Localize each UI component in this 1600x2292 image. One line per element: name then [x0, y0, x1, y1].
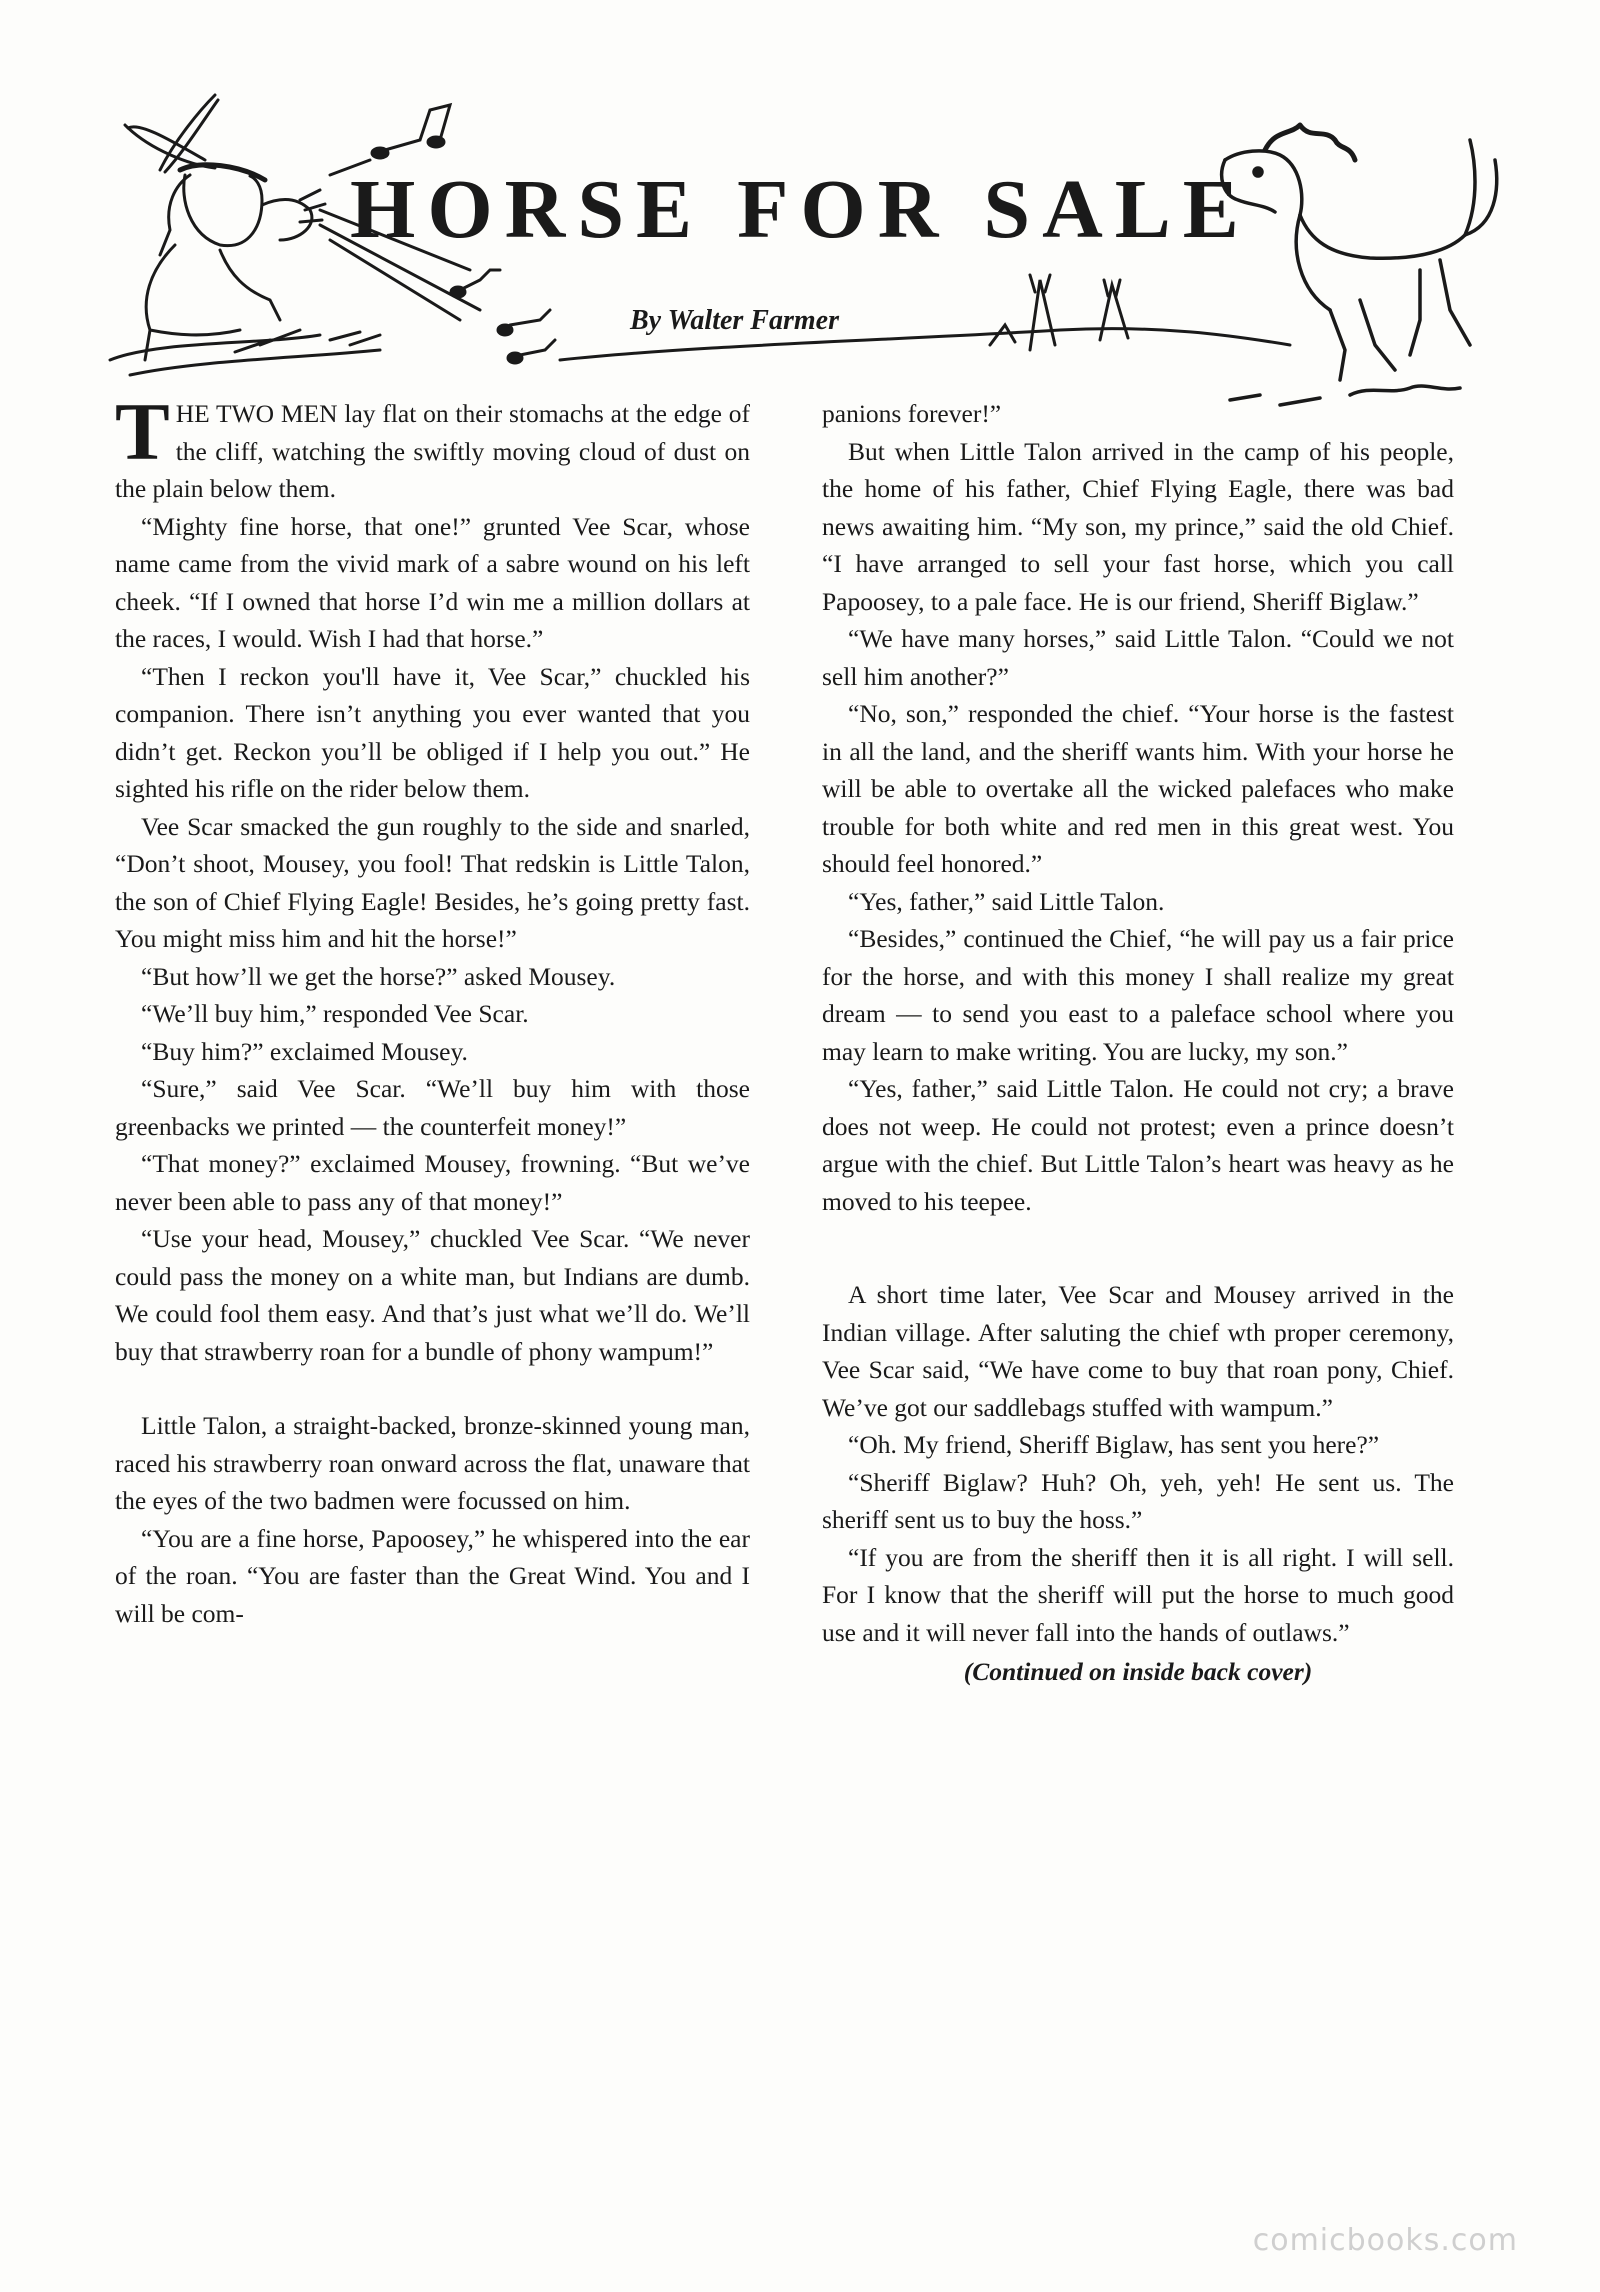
story-paragraph: “Oh. My friend, Sheriff Biglaw, has sent you here?”	[848, 1430, 1380, 1459]
story-column-left	[115, 386, 750, 1632]
story-paragraph: “Mighty fine horse, that one!” grunted Vee Scar, whose name came from the vivid mark of a sabre wound on his left cheek. “If I owned that horse I’d win me a million dollars at the races, I would. Wish I had that horse.”	[115, 511, 750, 653]
site-watermark: comicbooks.com	[1252, 2223, 1518, 2258]
story-paragraph: panions forever!”	[822, 399, 1002, 428]
story-paragraph: “But how’ll we get the horse?” asked Mousey.	[141, 961, 616, 991]
story-paragraph: But when Little Talon arrived in the camp of his people, the home of his father, Chief Flying Eagle, there was bad news awaiting him. “My son, my prince,” said the old Chief. “I have arranged to sell your fast horse, which you call Papoosey, to a pale face. He is our friend, Sheriff Biglaw.”	[822, 436, 1454, 616]
story-paragraph: “No, son,” responded the chief. “Your horse is the fastest in all the land, and the sheriff wants him. With your horse he will be able to overtake all the wicked palefaces who make trouble for both white and red men in this great west. You should feel honored.”	[822, 699, 1454, 878]
story-paragraph: “Then I reckon you'll have it, Vee Scar,” chuckled his companion. There isn’t anything you ever wanted that you didn’t get. Reckon you’ll be obliged if I help you out.” He sighted his rifle on the rider below them.	[115, 661, 750, 803]
story-paragraph: “Yes, father,” said Little Talon. He could not cry; a brave does not weep. He could not protest; even a prince doesn’t argue with the chief. But Little Talon’s heart was heavy as he moved to his teepee.	[822, 1074, 1454, 1216]
story-paragraph: “Sheriff Biglaw? Huh? Oh, yeh, yeh! He sent us. The sheriff sent us to buy the hoss.”	[822, 1467, 1454, 1534]
story-paragraph: “Use your head, Mousey,” chuckled Vee Scar. “We never could pass the money on a white man, but Indians are dumb. We could fool them easy. And that’s just what we’ll do. We’ll buy that strawberry roan for a bundle of phony wampum!”	[115, 1224, 750, 1366]
story-paragraph: “If you are from the sheriff then it is all right. I will sell. For I know that the sheriff will put the horse to much good use and it will never fall into the hands of outlaws.”	[822, 1542, 1454, 1647]
author-byline: By Walter Farmer	[630, 305, 839, 336]
story-paragraph: “Sure,” said Vee Scar. “We’ll buy him with those greenbacks we printed — the counterfeit money!”	[115, 1074, 750, 1141]
continued-note: (Continued on inside back cover)	[963, 1657, 1313, 1686]
story-paragraph: “We have many horses,” said Little Talon. “Could we not sell him another?”	[822, 624, 1454, 691]
story-paragraph: “You are a fine horse, Papoosey,” he whispered into the ear of the roan. “You are faster than the Great Wind. You and I will be com-	[115, 1523, 750, 1628]
story-title: HORSE FOR SALE	[350, 163, 1251, 256]
story-paragraph: “Besides,” continued the Chief, “he will pay us a fair price for the horse, and with this money I shall realize my great dream — to send you east to a paleface school where you may learn to make writing. You are lucky, my son.”	[822, 924, 1454, 1066]
story-paragraph: “Yes, father,” said Little Talon.	[848, 886, 1165, 916]
story-paragraph: Vee Scar smacked the gun roughly to the side and snarled, “Don’t shoot, Mousey, you fool! That redskin is Little Talon, the son of Chief Flying Eagle! Besides, he’s going pretty fast. You might miss him and hit the horse!”	[115, 811, 750, 953]
story-column-right	[822, 395, 1454, 1691]
story-paragraph: A short time later, Vee Scar and Mousey arrived in the Indian village. After saluting the chief wth proper ceremony, Vee Scar said, “We have come to buy that roan pony, Chief. We’ve got our saddlebags stuffed with wampum.”	[822, 1280, 1454, 1422]
wild-horse-illustration	[1222, 125, 1497, 405]
story-paragraph: “That money?” exclaimed Mousey, frowning. “But we’ve never been able to pass any of that money!”	[115, 1149, 750, 1216]
drop-cap: T	[115, 386, 170, 477]
story-paragraph-text: HE TWO MEN lay flat on their stomachs at the edge of the cliff, watching the swiftly moving cloud of dust on the plain below them.	[115, 399, 750, 503]
story-paragraph: Little Talon, a straight-backed, bronze-skinned young man, raced his strawberry roan onward across the flat, unaware that the eyes of the two badmen were focussed on him.	[115, 1411, 750, 1515]
story-paragraph: “We’ll buy him,” responded Vee Scar.	[141, 999, 529, 1028]
story-paragraph: “Buy him?” exclaimed Mousey.	[141, 1036, 468, 1066]
story-paragraph	[115, 386, 750, 508]
